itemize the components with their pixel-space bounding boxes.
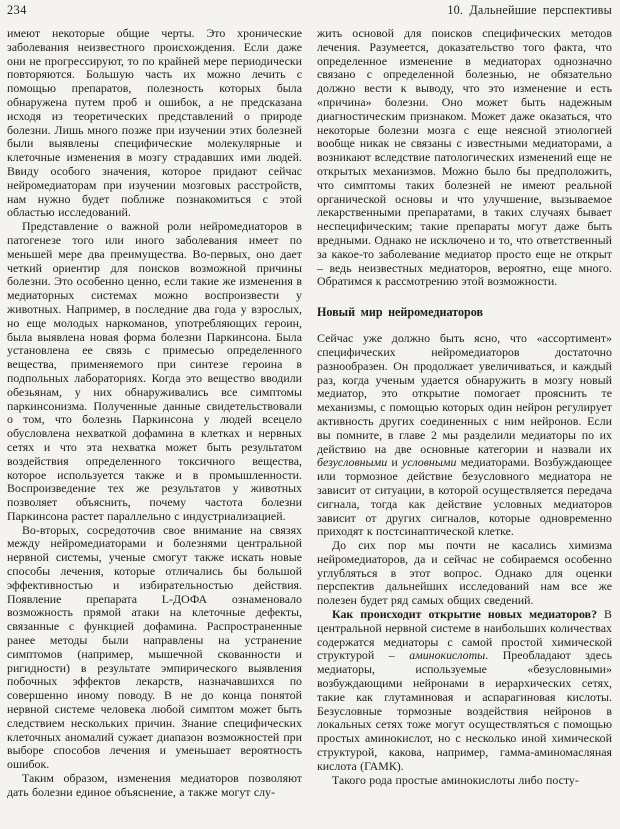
text-run: Во-вторых, сосредоточив свое внимание на связях между нейромедиаторами и болезнями центральной нервной системы, ученые смогут также искать новые способы лечения, которые отличались бы большой эффективностью и избирательностью действия. Появление препарата L-ДОФА ознаменовало возможность прямой атаки на клеточные дефекты, связанные с функцией дофамина. Распространенные ранее методы были направлены на устранение симптомов (например, мышечной скованности и ригидности) в результате эмпирического выявления побочных эффектов лекарств, назначавшихся по совершенно иному поводу. В не до конца понятой нервной системе человека любой симптом может быть следствием нескольких причин. Знание специфических клеточных аномалий сужает диапазон возможностей при выборе способов лечения и уменьшает вероятность ошибок. [7,522,302,772]
paragraph [317,27,612,289]
page-header [7,3,612,17]
paragraph [7,524,302,772]
italic-run: безусловными [317,455,388,470]
paragraph [7,220,302,524]
bold-run: Как происходит открытие новых медиаторов? [332,607,598,622]
left-column [7,27,302,800]
text-run: имеют некоторые общие черты. Это хронические заболевания неизвестного происхождения. Если даже они не прогрессируют, то по крайней мере периодически повторяются. Большую часть их можно лечить с помощью препаратов, полезность которых была обнаружена путем проб и ошибок, а не предсказана исходя из теоретических представлений о природе болезни. Лишь много позже при изучении этих болезней были выявлены специфические молекулярные и клеточные изменения в мозгу страдавших ими людей. Ввиду особого значения, которое придают сейчас нейромедиаторам при изучении мозговых расстройств, нам нужно будет поближе познакомиться с этой областью исследований. [7,26,302,220]
paragraph [317,774,612,788]
text-run: Такого рода простые аминокислоты либо посту- [332,772,579,787]
text-run: До сих пор мы почти не касались химизма нейромедиаторов, да и сейчас не собираемся особенно углубляться в этот вопрос. Однако для оценки перспектив дальнейших исследований нам все же полезен будет ряд самых общих сведений. [317,538,612,608]
text-run: Таким образом, изменения медиаторов позволяют дать болезни единое объяснение, а также могут слу- [7,771,302,799]
page-number: 234 [7,3,27,17]
text-run: . Преобладают здесь медиаторы, используемые «безусловными» возбуждающими нейронами в иерархических сетях, такие как глутаминовая и аспарагиновая кислоты. Безусловные тормозные воздействия нейронов в локальных сетях тоже могут осуществляться с помощью простых аминокислот, но с несколько иной химической структурой, какова, например, гамма-аминомасляная кислота (ГАМК). [317,648,612,773]
running-head: 10. Дальнейшие перспективы [447,3,612,17]
text-run: жить основой для поисков специфических методов лечения. Разумеется, доказательство того факта, что определенное изменение в медиаторах однозначно связано с определенной болезнью, не обязательно должно вести к выводу, что это изменение и есть «причина» болезни. Оно может быть надежным диагностическим признаком. Может даже оказаться, что некоторые болезни мозга с еще неясной этиологией вообще никак не связаны с известными медиаторами, а возникают вследствие патологических изменений еще не открытых механизмов. Можно было бы предположить, что симптомы таких болезней не имеют реальной органической основы и что улучшение, вызываемое лекарственными препаратами, в таких случаях бывает неспецифическим; такие препараты могут даже быть вредными. Однако не исключено и то, что ответственный за какое-то заболевание медиатор просто еще не открыт – ведь неизвестных медиаторов, вероятно, еще много. Обратимся к рассмотрению этой возможности. [317,26,612,289]
text-run: медиаторами. Возбуждающее или тормозное действие безусловного медиатора не зависит от ситуации, в которой осуществляется передача сигнала, тогда как действие условных медиаторов зависит от других сигналов, которые одновременно приходят к постсинаптической клетке. [317,455,613,539]
right-column [317,27,612,800]
text-run: и [387,455,402,470]
paragraph [7,27,302,220]
italic-run: аминокислоты [409,648,486,663]
text-run: В центральной нервной системе в наибольших количествах содержатся медиаторы с самой простой химической структурой – [317,607,612,663]
paragraph [317,608,612,774]
section-heading [317,305,612,319]
italic-run: условными [401,455,457,470]
paragraph [317,539,612,608]
text-run: Сейчас уже должно быть ясно, что «ассортимент» специфических нейромедиаторов достаточно разнообразен. Он продолжает увеличиваться, и каждый раз, когда ученым удается обнаружить в мозгу новый медиатор, это открытие помогает прояснить те механизмы, с помощью которых один нейрон регулирует активность других соединенных с ним нейронов. Если вы помните, в главе 2 мы разделили медиаторы по их действию на две основные категории и назвали их [317,331,612,456]
text-columns [7,27,612,800]
text-run: Представление о важной роли нейромедиаторов в патогенезе того или иного заболевания имеет по меньшей мере два преимущества. Во-первых, оно дает четкий ориентир для поисков возможной причины болезни. Это особенно ценно, если такие же изменения в медиаторных системах можно воспроизвести у животных. Например, в последние два года у взрослых, но еще молодых наркоманов, употребляющих героин, была выявлена новая форма болезни Паркинсона. Была установлена ее связь с примесью определенного вещества, применяемого при синтезе героина в подпольных лабораториях. Когда это вещество вводили обезьянам, у них обнаруживались все симптомы паркинсонизма. Полученные данные свидетельствовали о том, что болезнь Паркинсона у людей всецело обусловлена нехваткой дофамина в клетках и нервных сетях и что эта нехватка может быть результатом воздействия определенного токсичного вещества, которое используется также и в промышленности. Воспроизведение тех же результатов у животных позволяет объяснить, почему частота болезни Паркинсона растет параллельно с индустриализацией. [7,219,302,523]
paragraph [7,772,302,800]
paragraph [317,332,612,539]
text-run: Новый мир нейромедиаторов [317,305,484,320]
